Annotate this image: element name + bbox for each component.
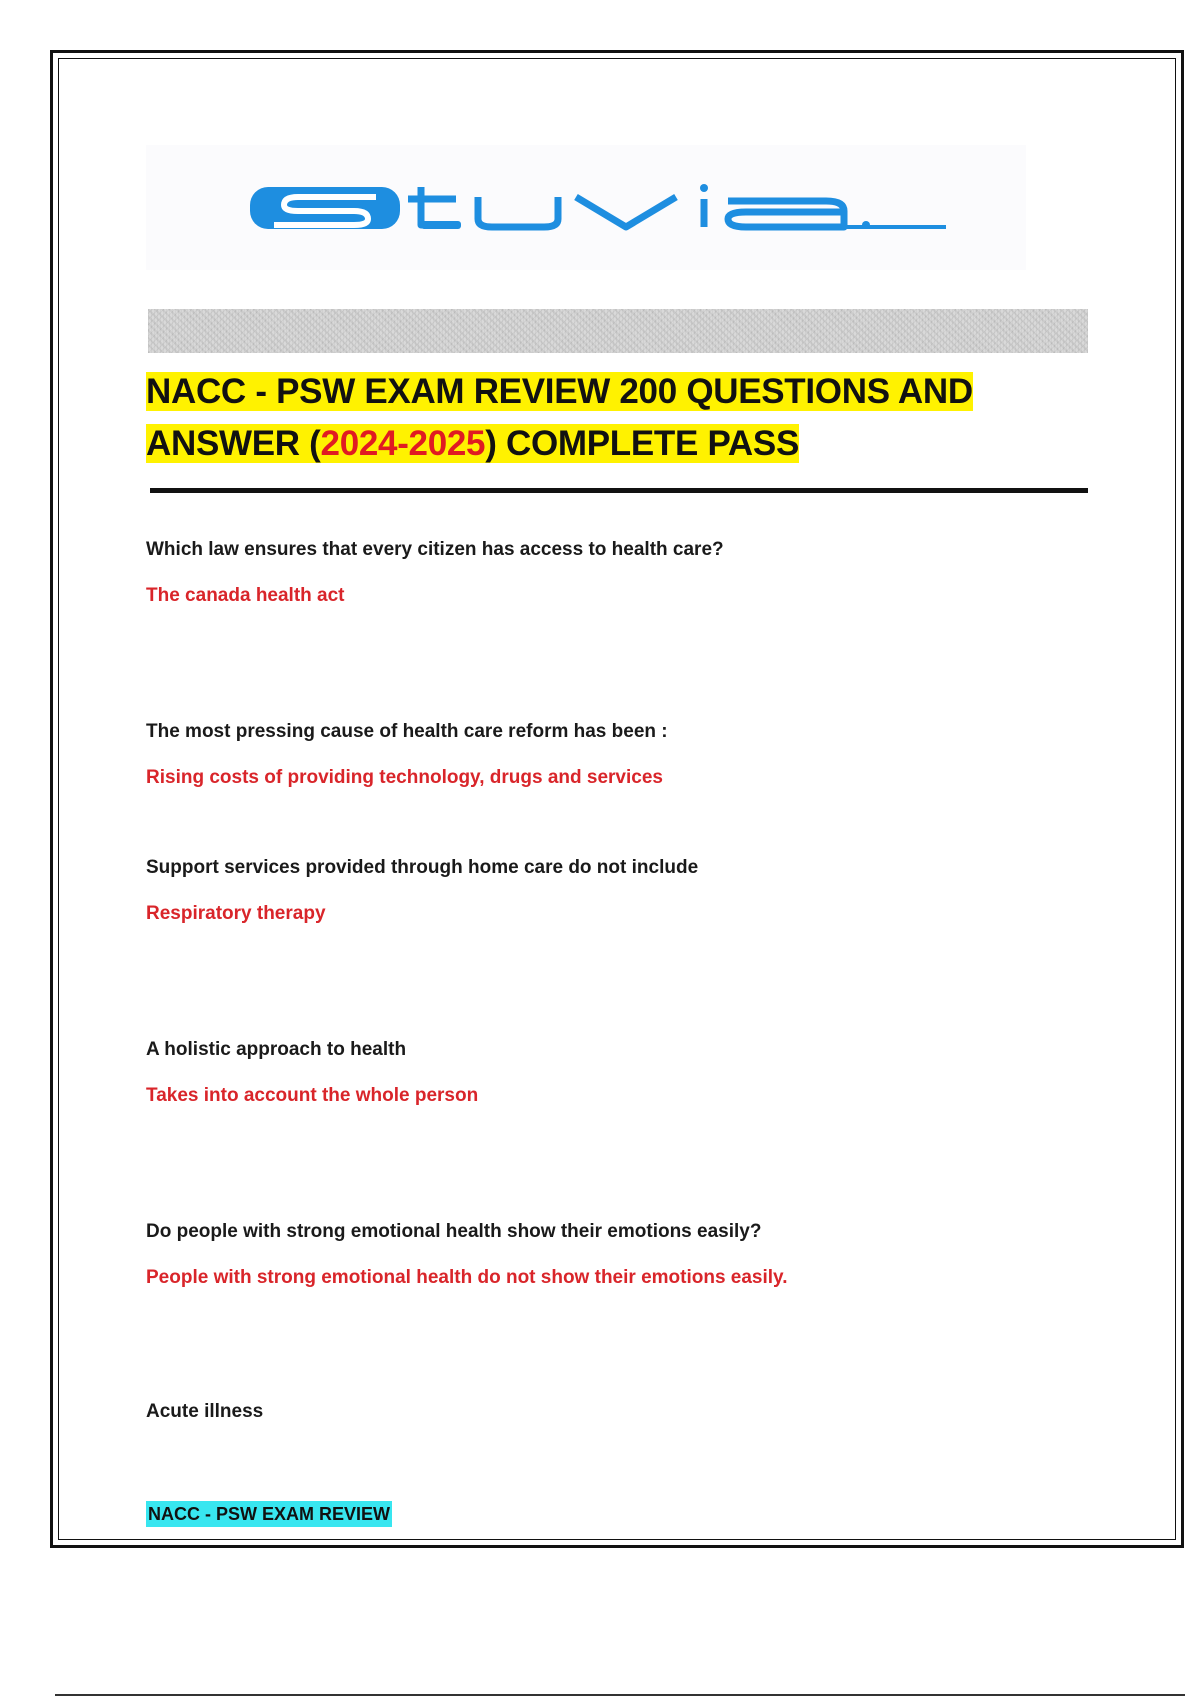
question: A holistic approach to health [146, 1039, 407, 1060]
qa-item [146, 1220, 1096, 1290]
page-frame [50, 50, 1184, 1548]
qa-item [146, 720, 1096, 790]
document-title [146, 366, 1096, 470]
title-line-1: NACC - PSW EXAM REVIEW 200 QUESTIONS AND [146, 372, 973, 411]
answer: People with strong emotional health do not show their emotions easily. [146, 1267, 788, 1288]
qa-item [146, 1400, 1096, 1424]
decorative-noise-strip [148, 309, 1088, 353]
question: Which law ensures that every citizen has access to health care? [146, 539, 724, 560]
answer: The canada health act [146, 585, 345, 606]
qa-item [146, 856, 1096, 926]
bottom-divider [55, 1694, 1185, 1696]
question: Support services provided through home care do not include [146, 857, 699, 878]
title-divider [150, 488, 1088, 493]
answer: Respiratory therapy [146, 903, 326, 924]
qa-item [146, 1038, 1096, 1108]
answer: Takes into account the whole person [146, 1085, 479, 1106]
qa-item [146, 538, 1096, 608]
question: Acute illness [146, 1401, 264, 1422]
question: Do people with strong emotional health show their emotions easily? [146, 1221, 762, 1242]
page-frame-inner [58, 58, 1176, 1540]
title-line-2-suffix: ) COMPLETE PASS [485, 424, 799, 463]
title-line-2-prefix: ANSWER ( [146, 424, 321, 463]
footer-tag: NACC - PSW EXAM REVIEW [146, 1501, 392, 1527]
title-year: 2024-2025 [320, 424, 486, 463]
answer: Rising costs of providing technology, drugs and services [146, 767, 663, 788]
question: The most pressing cause of health care reform has been : [146, 721, 668, 742]
stuvia-logo [246, 181, 976, 236]
title-line-2 [146, 424, 799, 463]
logo-area [146, 145, 1026, 270]
